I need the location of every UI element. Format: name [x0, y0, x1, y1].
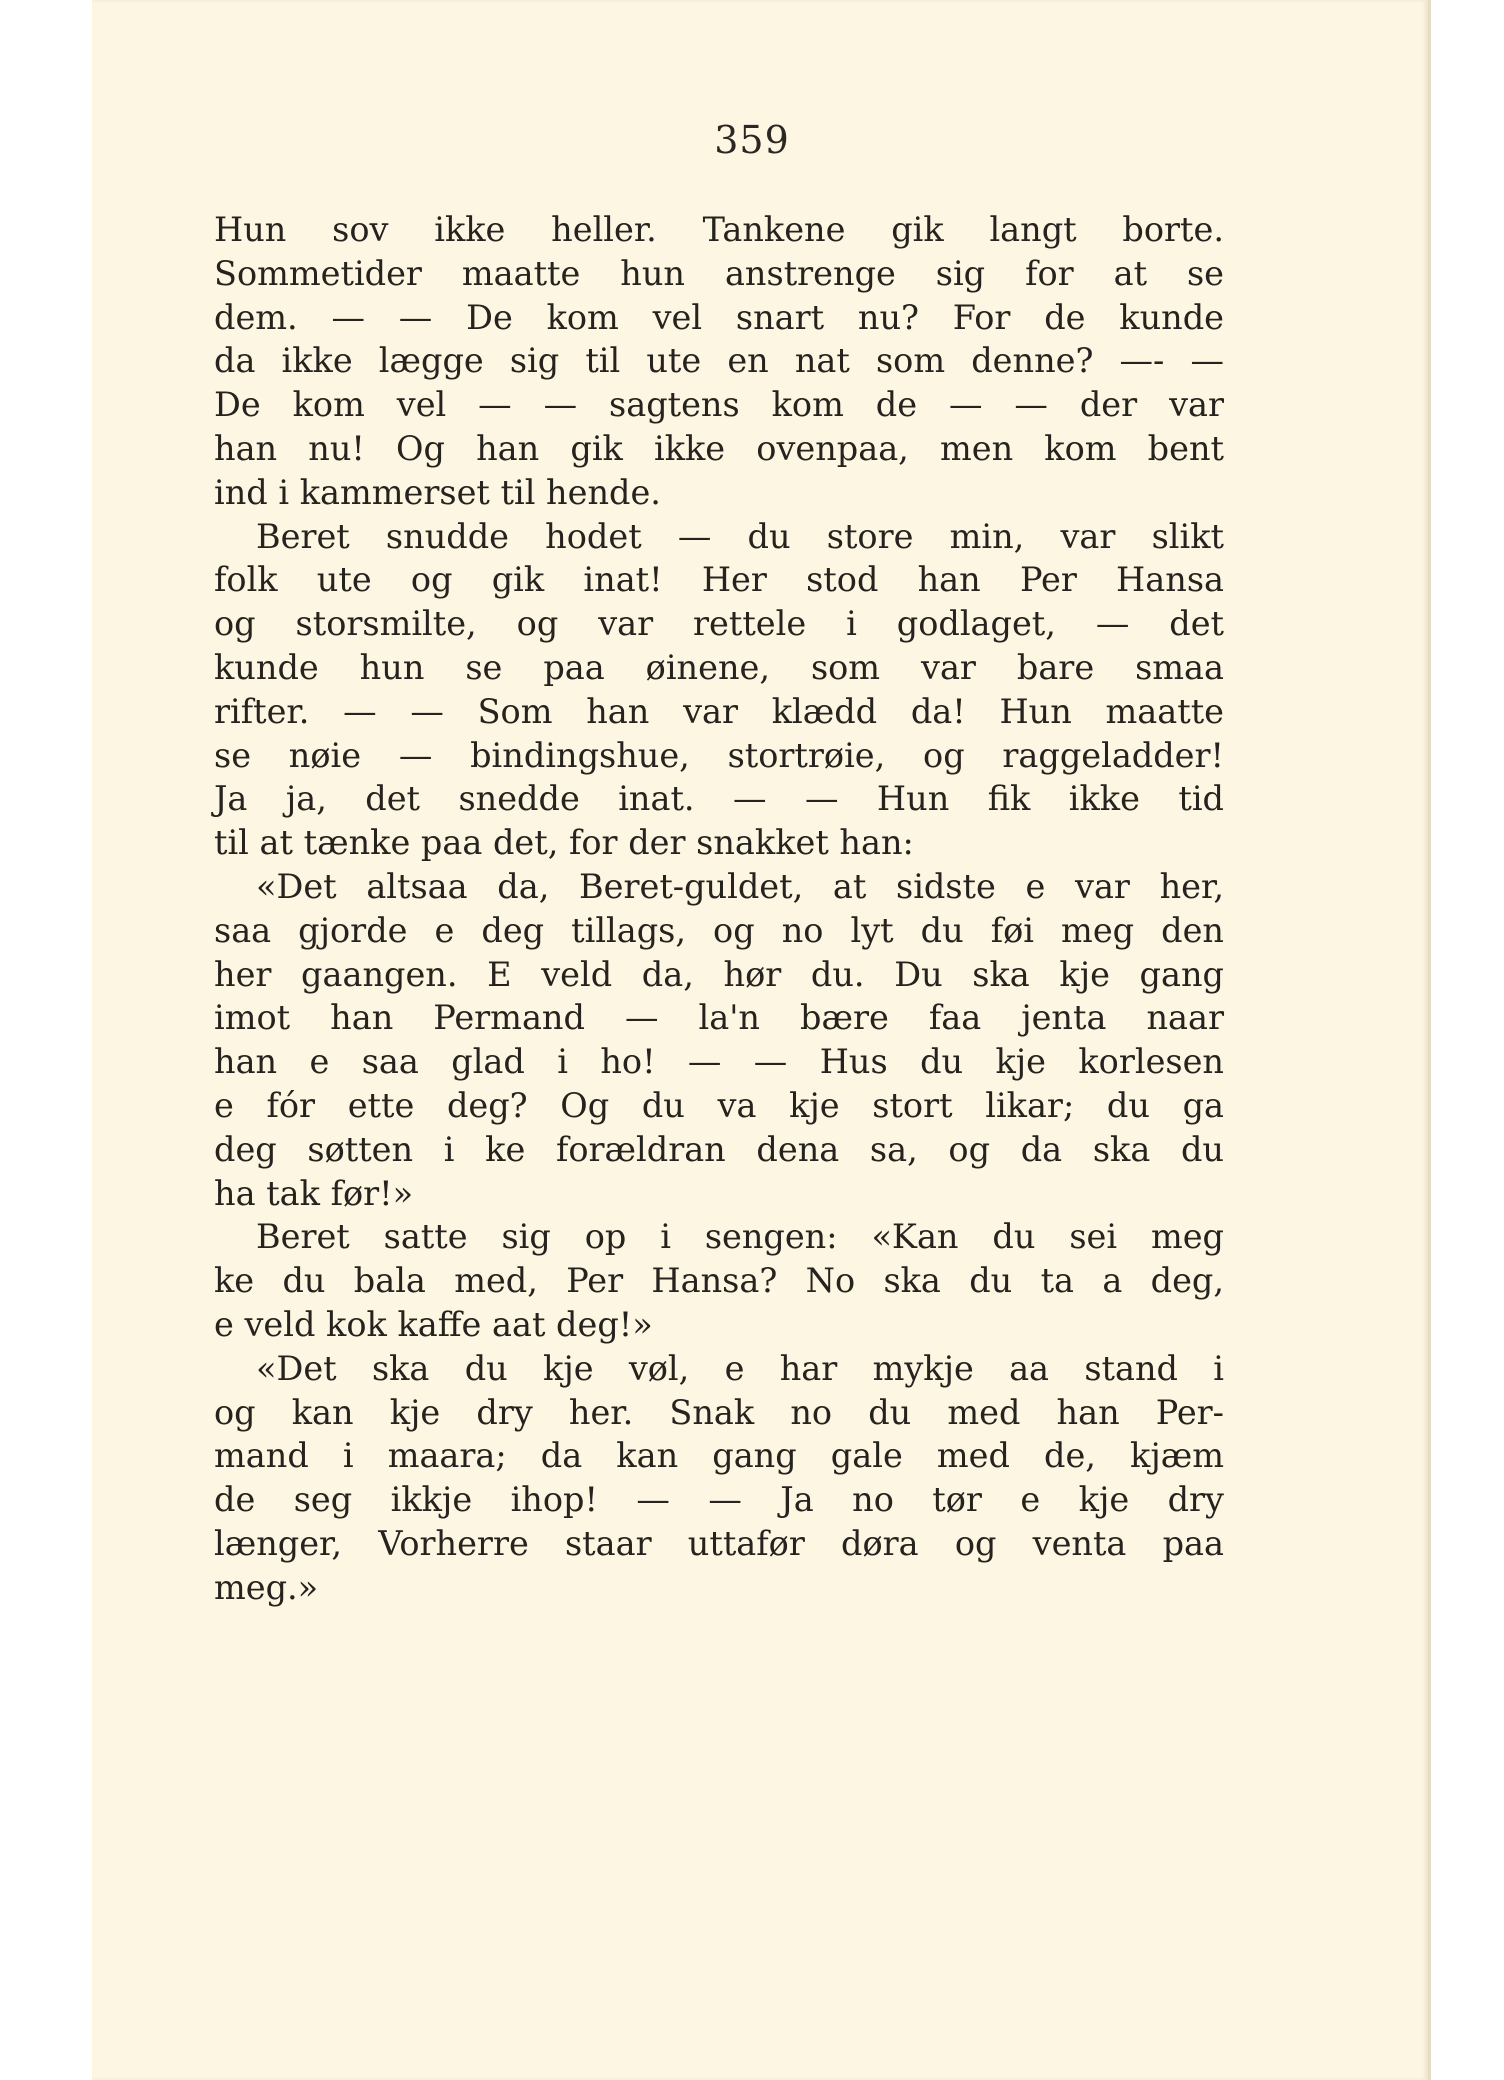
text-line: her gaangen. E veld da, hør du. Du ska kje gang [214, 954, 1224, 994]
text-line: han e saa glad i ho! — — Hus du kje korlesen [214, 1042, 1224, 1082]
text-line: ind i kammerset til hende. [214, 472, 661, 512]
text-line: Ja ja, det snedde inat. — — Hun fik ikke tid [214, 779, 1224, 819]
text-line: Sommetider maatte hun anstrenge sig for at se [214, 253, 1224, 293]
text-line: deg søtten i ke forældran dena sa, og da ska du [214, 1129, 1224, 1169]
text-line: saa gjorde e deg tillags, og no lyt du føi meg den [214, 910, 1224, 950]
text-line: og kan kje dry her. Snak no du med han Per- [214, 1392, 1224, 1432]
text-line: folk ute og gik inat! Her stod han Per Hansa [214, 560, 1224, 600]
text-line: ke du bala med, Per Hansa? No ska du ta a deg, [214, 1261, 1224, 1301]
text-line: e fór ette deg? Og du va kje stort likar; du ga [214, 1085, 1224, 1125]
text-line: mand i maara; da kan gang gale med de, kjæm [214, 1436, 1224, 1476]
text-line: Hun sov ikke heller. Tankene gik langt borte. [214, 210, 1224, 249]
text-line: De kom vel — — sagtens kom de — — der var [214, 385, 1224, 425]
text-line: se nøie — bindingshue, stortrøie, og raggeladder! [214, 735, 1224, 775]
text-line: Beret snudde hodet — du store min, var slikt [256, 516, 1224, 556]
text-line: meg.» [214, 1567, 319, 1607]
text-line: «Det altsaa da, Beret-guldet, at sidste e var her, [256, 866, 1224, 906]
text-line: ha tak før!» [214, 1173, 414, 1213]
text-line: «Det ska du kje vøl, e har mykje aa stand i [256, 1348, 1224, 1388]
page-edge [1428, 0, 1431, 2080]
text-line: rifter. — — Som han var klædd da! Hun maatte [214, 691, 1224, 731]
page-number: 359 [714, 118, 790, 162]
text-line: da ikke lægge sig til ute en nat som denne? —- — [214, 341, 1224, 381]
text-line: længer, Vorherre staar uttafør døra og venta paa [214, 1523, 1224, 1563]
text-line: Beret satte sig op i sengen: «Kan du sei meg [256, 1217, 1224, 1257]
text-line: de seg ikkje ihop! — — Ja no tør e kje dry [214, 1480, 1224, 1520]
text-line: dem. — — De kom vel snart nu? For de kunde [214, 297, 1224, 337]
text-line: kunde hun se paa øinene, som var bare smaa [214, 647, 1224, 687]
text-line: til at tænke paa det, for der snakket han: [214, 823, 914, 863]
text-line: imot han Permand — la'n bære faa jenta naar [214, 998, 1224, 1038]
body-text [214, 208, 1224, 1610]
text-line: og storsmilte, og var rettele i godlaget, — det [214, 604, 1224, 644]
text-line: han nu! Og han gik ikke ovenpaa, men kom bent [214, 428, 1224, 468]
text-line: e veld kok kaffe aat deg!» [214, 1304, 653, 1344]
